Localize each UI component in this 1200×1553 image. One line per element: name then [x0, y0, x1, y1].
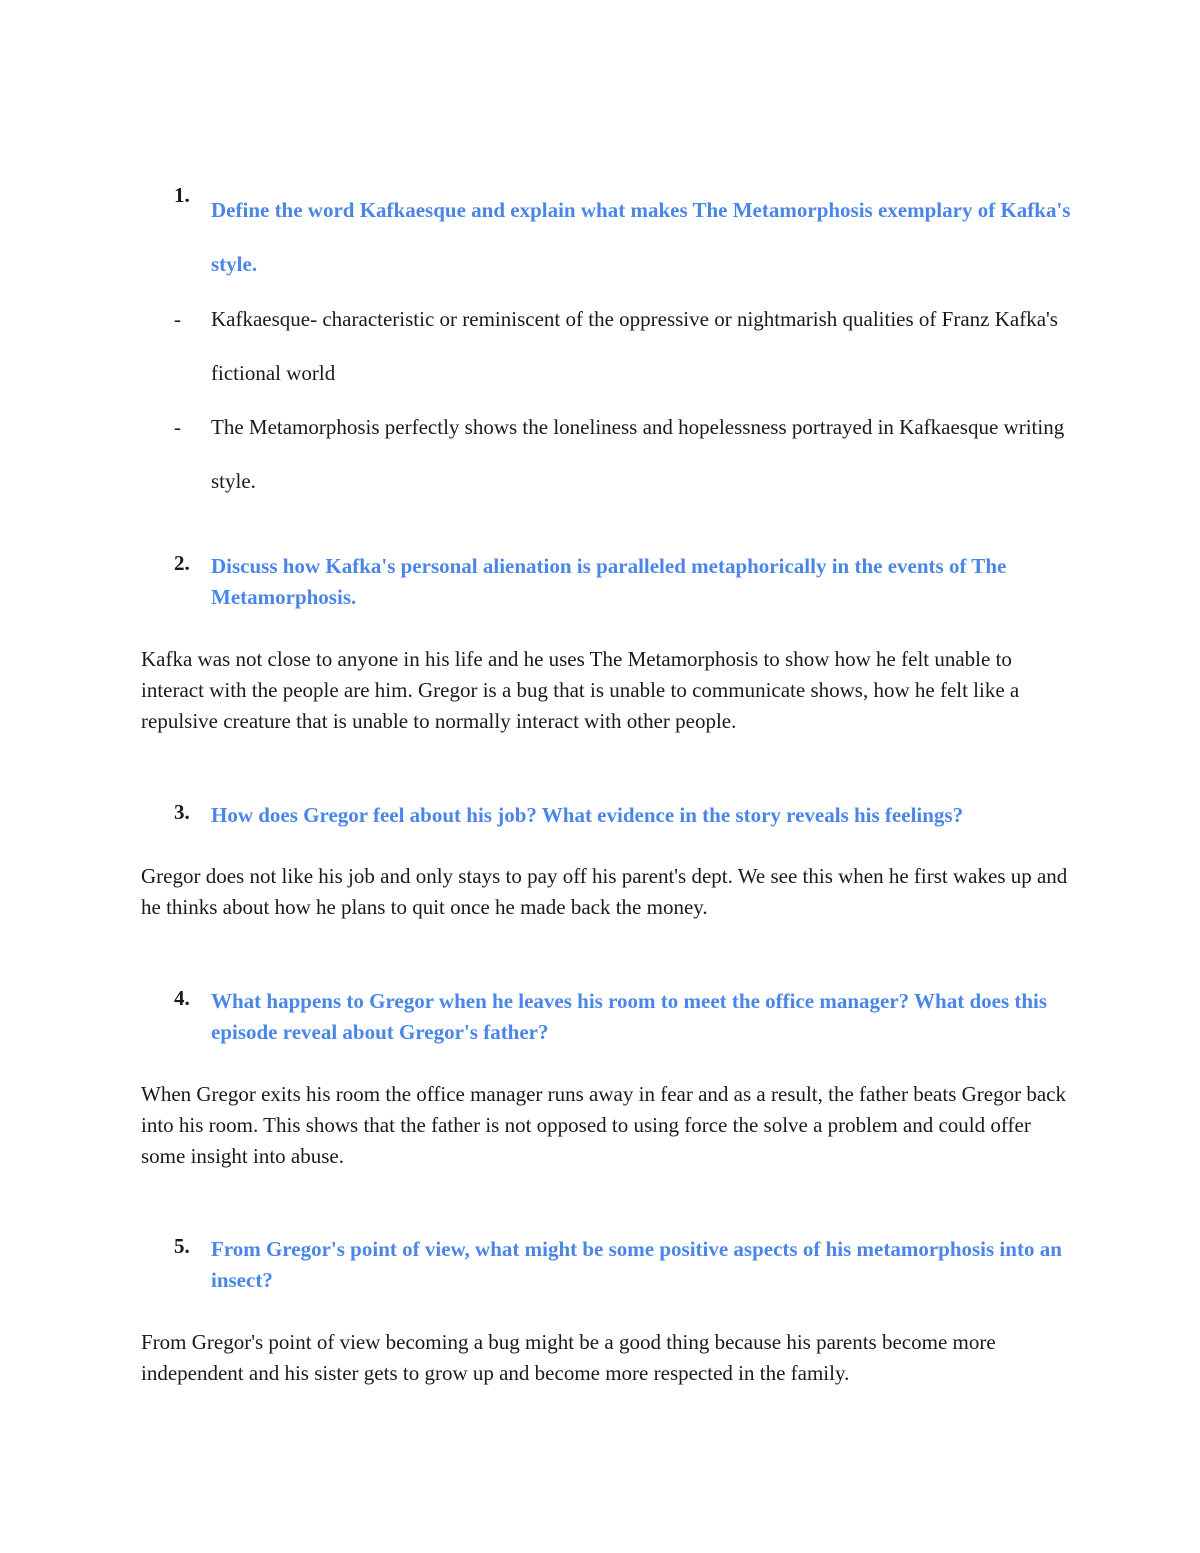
question-number: 4.: [174, 986, 190, 1010]
question-text: What happens to Gregor when he leaves his room to meet the office manager? What does this episode reveal about Gregor's father?: [211, 989, 1048, 1044]
answer-3: Gregor does not like his job and only stays to pay off his parent's dept. We see this when he first wakes up and he thinks about how he plans to quit once he made back the money.: [141, 864, 1068, 919]
question-text: Discuss how Kafka's personal alienation is paralleled metaphorically in the events of The Metamorphosis.: [211, 554, 1007, 609]
answer-5: From Gregor's point of view becoming a bug might be a good thing because his parents become more independent and his sister gets to grow up and become more respected in the family.: [141, 1330, 996, 1385]
question-4: [174, 986, 1074, 1048]
question-number: 5.: [174, 1234, 190, 1258]
bullet-text: Kafkaesque- characteristic or reminiscent of the oppressive or nightmarish qualities of Franz Kafka's fictional world: [211, 307, 1058, 385]
question-5: [174, 1234, 1074, 1296]
bullet-item-2: [174, 400, 1074, 508]
question-text: From Gregor's point of view, what might be some positive aspects of his metamorphosis into an insect?: [211, 1237, 1062, 1292]
question-3: [174, 800, 1074, 831]
bullet-marker: -: [174, 415, 181, 439]
question-number: 3.: [174, 800, 190, 824]
bullet-item-1: [174, 292, 1074, 400]
question-number: 1.: [174, 183, 190, 207]
answer-4: When Gregor exits his room the office manager runs away in fear and as a result, the father beats Gregor back into his room. This shows that the father is not opposed to using force the solve a problem and could offer some insight into abuse.: [141, 1082, 1066, 1168]
question-text: How does Gregor feel about his job? What evidence in the story reveals his feelings?: [211, 803, 964, 827]
question-number: 2.: [174, 551, 190, 575]
question-text: Define the word Kafkaesque and explain what makes The Metamorphosis exemplary of Kafka's style.: [211, 198, 1071, 276]
bullet-text: The Metamorphosis perfectly shows the loneliness and hopelessness portrayed in Kafkaesque writing style.: [211, 415, 1065, 493]
question-2: [174, 551, 1074, 613]
question-1: [174, 183, 1074, 291]
answer-2: Kafka was not close to anyone in his life and he uses The Metamorphosis to show how he felt unable to interact with the people are him. Gregor is a bug that is unable to communicate shows, how he felt like a repulsive creature that is unable to normally interact with other people.: [141, 647, 1020, 733]
bullet-marker: -: [174, 307, 181, 331]
